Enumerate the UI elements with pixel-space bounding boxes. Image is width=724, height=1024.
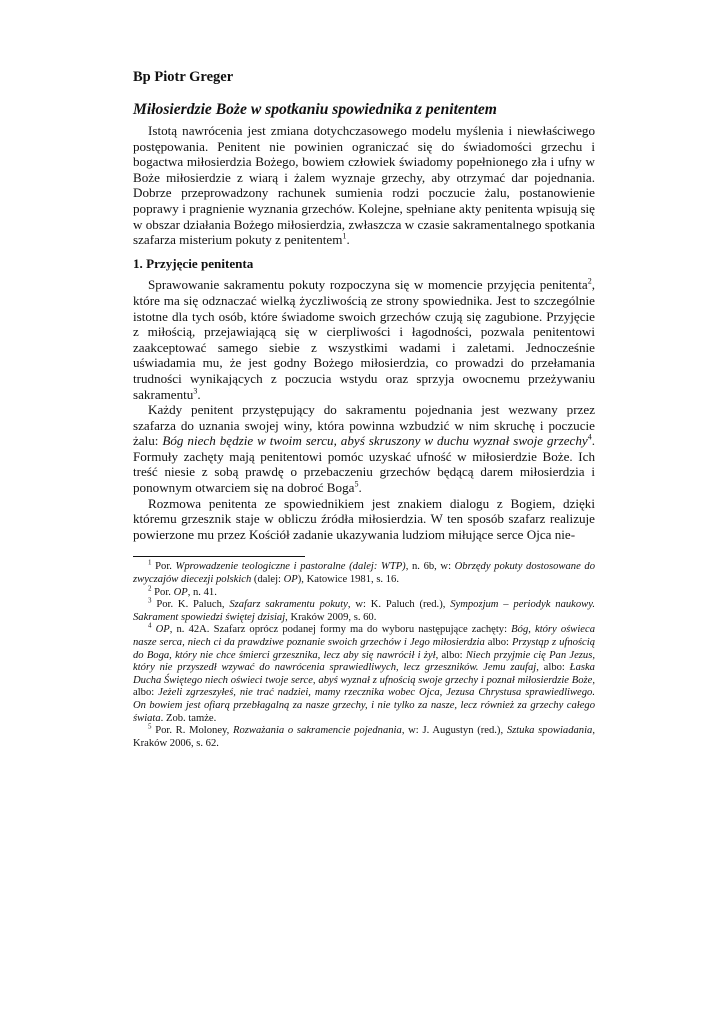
section-heading: 1. Przyjęcie penitenta [133,255,254,271]
paragraph-text: Sprawowanie sakramentu pokuty rozpoczyna się w momencie przyjęcia penitenta [148,277,588,293]
footnote-italic: Niech przyjmie cię Pan Jezus, który nie przyszedł wzywać do nawrócenia sprawiedliwych, lecz grzeszników. Jemu zaufaj [133,649,595,674]
footnote-italic: Szafarz sakramentu pokuty [229,599,348,611]
paragraph-text: . Formuły zachęty mają penitentowi pomóc uzyskać ufność w miłosierdzie Boże. Ich treść niesie z sobą prawdę o przebaczeniu grzechów będącą darem miłosierdzia i ponownym otwarciem się na dobroć Boga [133,433,595,496]
footnote-ref-5[interactable]: 5 [354,479,359,489]
footnote-text: , albo: [536,662,570,674]
footnote-ref-3[interactable]: 3 [193,386,198,396]
footnote-ref-2[interactable]: 2 [587,276,592,286]
footnote-number: 1 [148,558,152,567]
footnote-italic: Bóg, który oświeca nasze serca, niech ci da prawdziwe poznanie swoich grzechów i Jego miłosierdzia [133,624,596,648]
body-paragraph-1 [133,277,595,402]
footnote-text: albo: [484,637,512,648]
paragraph-end: . [197,386,201,402]
intro-paragraph [133,123,595,248]
footnote-number: 5 [148,722,152,731]
footnote-italic: OP [173,586,188,598]
footnote-text: , n. 6b, w: [405,561,455,573]
footnote-text: Por. [151,586,174,598]
footnote-italic: Obrzędy pokuty dostosowane do zwyczajów diecezji polskich [133,561,595,586]
footnote-text: Por. R. Moloney, [151,725,233,737]
footnote-text: Por. [151,561,176,573]
footnote-italic: OP [155,624,170,636]
intro-text: Istotą nawrócenia jest zmiana dotychczasowego modelu myślenia i niewłaściwego postępowania. Penitent nie powinien ograniczać się do świadomości grzechu i bogactwa miłosierdzia Bożego, bowiem człowiek świadomy popełnionego zła i ufny w Boże miłosierdzie z wiarą i żalem wyznaje grzechy, aby otrzymać dar pojednania. Dobrze przeprowadzony rachunek sumienia rodzi poczucie żalu, postanowienie poprawy i pragnienie wyznania grzechów. Kolejne, spełniane akty penitenta wpisują się w obszar działania Bożego miłosierdzia, zwłaszcza w czasie sakramentalnego spotkania szafarza misterium pokuty z penitentem [133,123,595,248]
footnote-4 [133,621,596,725]
footnote-text: , n. 41. [187,586,217,598]
footnote-ref-4[interactable]: 4 [587,432,592,442]
footnote-separator [133,556,305,557]
intro-end: . [346,232,350,248]
footnote-text: Por. K. Paluch, [151,599,230,611]
body-paragraph-3: Rozmowa penitenta ze spowiednikiem jest znakiem dialogu z Bogiem, dzięki któremu grzesznik staje w obliczu źródła miłosierdzia. W ten sposób szafarz realizuje powierzone mu przez Kościół zadanie ukazywania ludziom miłujące serce Ojca nie- [133,495,595,542]
paragraph-end: . [358,480,362,496]
footnotes [133,558,596,750]
quoted-formula: Bóg niech będzie w twoim sercu, abyś skruszony w duchu wyznał swoje grzechy [162,433,588,449]
footnote-italic: Wprowadzenie teologiczne i pastoralne (dalej: WTP) [175,561,406,573]
footnote-italic: OP [283,574,298,586]
footnote-italic: Rozważania o sakramencie pojednania [233,725,402,737]
body-paragraph-2 [133,402,595,496]
footnote-1 [133,558,595,586]
footnote-text: , albo: [133,674,595,699]
footnote-text: , w: K. Paluch (red.), [347,599,451,611]
footnote-ref-1[interactable]: 1 [342,231,347,241]
footnote-italic: Przystąp z ufnością do Boga, który nie chce śmierci grzesznika, lecz aby się nawrócił i żył [133,637,595,661]
footnote-text: , n. 42A. Szafarz oprócz podanej formy ma do wyboru następujące zachęty: [169,624,512,636]
footnote-text: . Zob. tamże. [160,712,217,724]
footnote-text: , albo: [435,649,466,661]
footnote-italic: Łaska Ducha Świętego niech oświeci twoje serce, abyś wyznał z ufnością swoje grzechy i poznał miłosierdzie Boże [133,662,595,686]
author-name: Bp Piotr Greger [133,69,234,85]
footnote-number: 4 [148,621,152,630]
footnote-number: 3 [148,596,152,605]
footnote-italic: Jeżeli zgrzeszyłeś, nie trać nadziei, mamy rzecznika wobec Ojca, Jezusa Chrystusa sprawiedliwego. On bowiem jest ofiarą przebłagalną za nasze grzechy, i nie tylko za nasze, lecz również za grzechy całego świata [133,687,595,724]
paragraph-text: Każdy penitent przystępujący do sakramentu pojednania jest wezwany przez szafarza do uznania swojej winy, która powinna wzbudzić w nim skruchę i poczucie żalu: [133,402,595,449]
footnote-text: ), Katowice 1981, s. 16. [297,574,399,586]
footnote-italic: Sympozjum – periodyk naukowy. Sakrament spowiedzi świętej dzisiaj [133,599,595,623]
paragraph-text: , które ma się odznaczać wielką życzliwością ze strony spowiednika. Jest to szczególnie istotne dla tych osób, które świadome swoich grzechów czują się zagubione. Przyjęcie z miłością, przejawiającą się w cierpliwości i łagodności, pozwala penitentowi zaakceptować samego siebie z wszystkimi wadami i zaletami. Jednocześnie uświadamia mu, że jest godny Bożego miłosierdzia, co prowadzi do przełamania trudności wynikających z poczucia wstydu oraz sprzyja owocnemu przeżywaniu sakramentu [133,277,595,402]
footnote-3 [133,596,595,624]
article-title: Miłosierdzie Boże w spotkaniu spowiednika z penitentem [133,101,497,118]
footnote-2 [133,584,595,600]
footnote-text: , Kraków 2009, s. 60. [285,611,377,623]
footnote-text: , w: J. Augustyn (red.), [401,725,507,737]
footnote-italic: Sztuka spowiadania [506,725,593,737]
document-page [133,68,595,750]
footnote-text: , Kraków 2006, s. 62. [133,725,595,749]
footnote-text: (dalej: [251,574,284,586]
footnote-5 [133,722,595,750]
footnote-number: 2 [148,584,152,593]
